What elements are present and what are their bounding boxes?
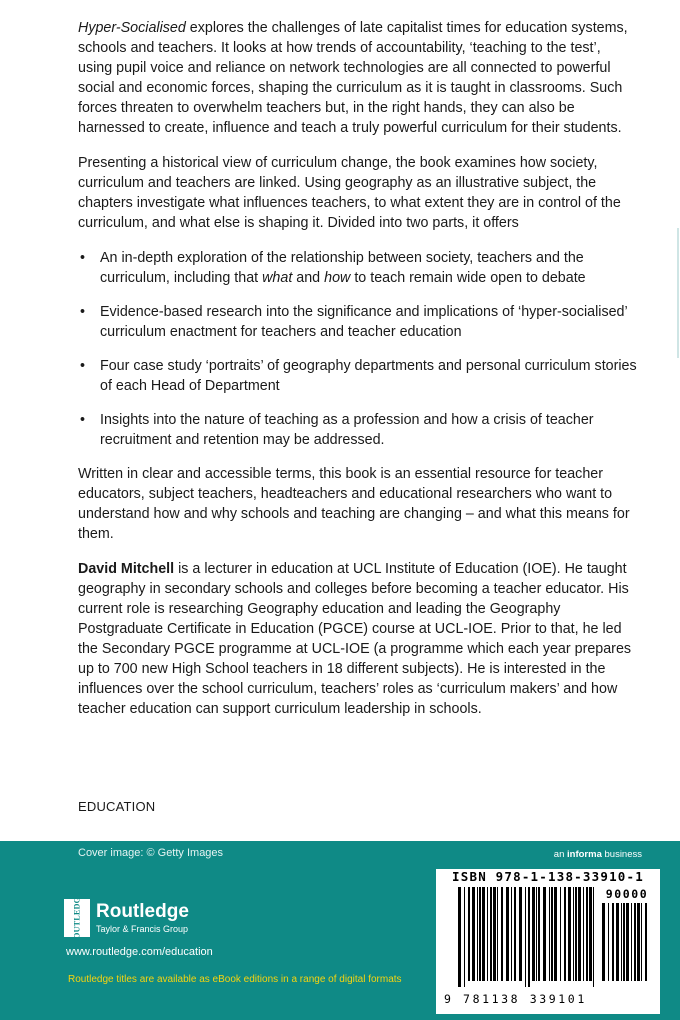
bullet-item: • Insights into the nature of teaching as a profession and how a crisis of teacher recruitment and retention may be addressed. (80, 412, 594, 448)
barcode-bar (543, 887, 546, 981)
barcode-bar (645, 903, 647, 981)
barcode-bar (631, 903, 632, 981)
barcode-bar (538, 887, 540, 981)
barcode-bar (528, 887, 530, 987)
bullet-dot: • (80, 358, 86, 374)
barcode-bar (593, 887, 594, 987)
isbn-text: ISBN 978-1-138-33910-1 (452, 869, 644, 884)
barcode-bar (612, 903, 614, 981)
publisher-website: www.routledge.com/education (66, 946, 213, 958)
bullet-dot: • (80, 412, 86, 428)
barcode-bar (501, 887, 503, 981)
informa-tagline: an informa business (553, 849, 642, 860)
barcode-bar (477, 887, 478, 981)
barcode-bar (487, 887, 488, 981)
barcode-bar (621, 903, 622, 981)
barcode-bar (573, 887, 574, 981)
barcode-bar (564, 887, 566, 981)
bullet-dot: • (80, 304, 86, 320)
barcode-bars (446, 887, 656, 993)
barcode-bar (479, 887, 481, 981)
barcode-bar (568, 887, 571, 981)
publisher-group: Taylor & Francis Group (96, 924, 189, 934)
barcode-bar (525, 887, 526, 987)
barcode-bar (560, 887, 561, 981)
bullet-item: • An in-depth exploration of the relationship between society, teachers and the curriculum, including that what and how to teach remain wide open to debate (80, 250, 586, 286)
addon-bars (602, 903, 647, 981)
subject-category: EDUCATION (78, 799, 156, 814)
barcode-bar (549, 887, 550, 981)
barcode-bar (616, 903, 619, 981)
barcode-bar (608, 903, 609, 981)
informa-brand: informa (567, 849, 602, 860)
bullet-item: • Evidence-based research into the significance and implications of ‘hyper-socialised’ curriculum enactment for teachers and teacher education (80, 304, 628, 340)
barcode-bar (514, 887, 516, 981)
cover-credit: Cover image: © Getty Images (78, 847, 224, 859)
barcode-bar (583, 887, 584, 981)
blurb-paragraph-3: Written in clear and accessible terms, this book is an essential resource for teacher educators, subject teachers, headteachers and educational researchers who want to understand how and why schools and teaching are changing – and what this means for them. (78, 466, 630, 542)
blurb-paragraph-1-text: explores the challenges of late capitalist times for education systems, schools and teachers. It looks at how trends of accountability, ‘teaching to the test’, using pupil voice and reliance on network technologies are all connected to powerful social and economic forces, shaping the curriculum as it is taught in classrooms. Such forces threaten to overwhelm teachers but, in the right hands, they can also be harnessed to create, influence and teach a truly powerful curriculum for their students. (78, 20, 628, 136)
book-title-italic: Hyper-Socialised (78, 20, 186, 36)
edge-divider (677, 228, 679, 358)
addon-code: 90000 (605, 887, 649, 901)
barcode-bar (490, 887, 492, 981)
barcode-bar (519, 887, 522, 981)
barcode-bar (468, 887, 470, 981)
barcode-bar (472, 887, 475, 981)
bullet-item: • Four case study ‘portraits’ of geography departments and personal curriculum stories of each Head of Department (80, 358, 637, 394)
barcode-bar (578, 887, 581, 981)
routledge-logo (64, 891, 234, 945)
barcode-bar (536, 887, 537, 981)
barcode-bar (532, 887, 535, 981)
author-name: David Mitchell (78, 561, 175, 577)
author-bio (78, 559, 638, 719)
ebook-note: Routledge titles are available as eBook editions in a range of digital formats (68, 974, 402, 985)
isbn-barcode (436, 869, 660, 1014)
barcode-bar (554, 887, 557, 981)
barcode-bar (464, 887, 465, 987)
blurb-paragraph-1 (78, 18, 638, 138)
author-bio-text: is a lecturer in education at UCL Institute of Education (IOE). He taught geography in secondary schools and colleges before becoming a teacher educator. His current role is researching Geography education and leading the Geography Postgraduate Certificate in Education (PGCE) course at UCL-IOE. Prior to that, he led the Secondary PGCE programme at UCL-IOE (a programme which each year prepares up to 700 new High School teachers in 18 different subjects). He is interested in the influences over the school curriculum, teachers’ roles as ‘curriculum makers’ and how teacher education can support curriculum leadership in schools. (78, 561, 632, 717)
bullet-list (78, 248, 638, 450)
blurb-paragraph-2: Presenting a historical view of curriculum change, the book examines how society, curriculum and teachers are linked. Using geography as an illustrative subject, the chapters investigate what influences teachers, to what extent they are in control of the curriculum, and what else is shaping it. Divided into two parts, it offers (78, 155, 621, 231)
barcode-bar (493, 887, 496, 981)
barcode-bar (641, 903, 642, 981)
barcode-bar (602, 903, 605, 981)
barcode-bar (589, 887, 592, 981)
back-cover-text (78, 18, 638, 734)
routledge-logo-mark: ROUTLEDGE (64, 899, 90, 937)
barcode-bar (482, 887, 485, 981)
barcode-bar (458, 887, 461, 987)
barcode-bar (586, 887, 588, 981)
barcode-bar (634, 903, 636, 981)
barcode-bar (551, 887, 553, 981)
publisher-footer (0, 841, 680, 1020)
barcode-bar (626, 903, 629, 981)
bullet-dot: • (80, 250, 86, 266)
barcode-bar (506, 887, 509, 981)
barcode-bar (575, 887, 577, 981)
publisher-name: Routledge (96, 901, 189, 922)
ean-bars (458, 887, 594, 987)
barcode-bar (637, 903, 640, 981)
barcode-bar (511, 887, 512, 981)
barcode-bar (623, 903, 625, 981)
barcode-bar (497, 887, 498, 981)
ean-digits: 9 781138 339101 (444, 992, 587, 1006)
